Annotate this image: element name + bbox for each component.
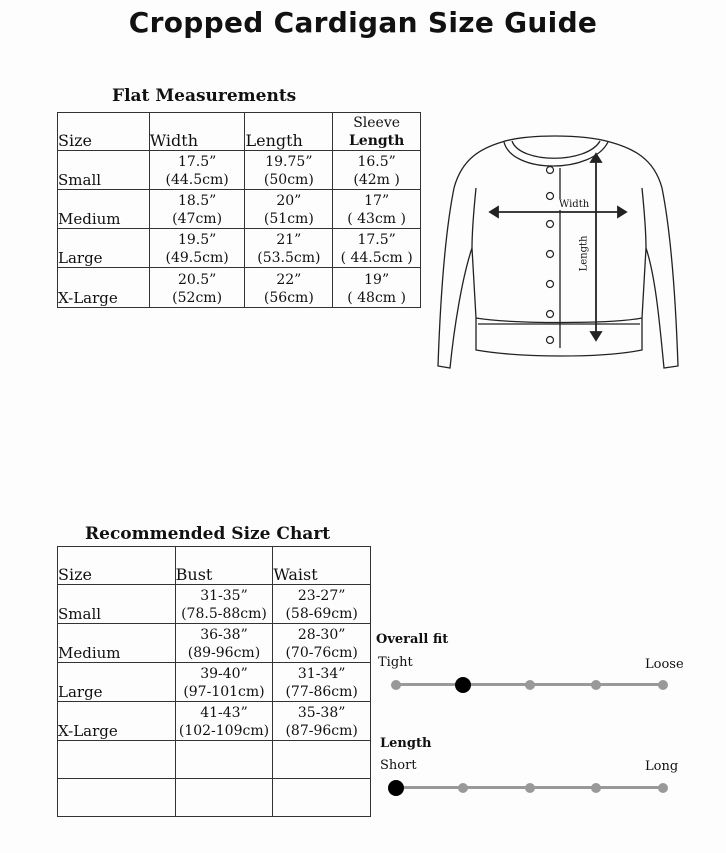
value-inches: 17.5” xyxy=(357,232,396,248)
value-inches: 20” xyxy=(276,193,302,209)
sleeve-cell xyxy=(333,268,421,308)
scale-step-dot xyxy=(458,783,468,793)
button-icons xyxy=(547,167,554,344)
value-cm: (47cm) xyxy=(172,211,223,227)
waist-cell xyxy=(273,624,371,663)
table-header-row xyxy=(58,547,371,585)
bust-cell xyxy=(175,702,273,741)
value-cm: (44.5cm) xyxy=(165,172,229,188)
width-cell xyxy=(149,190,245,229)
scale-step-dot xyxy=(391,680,401,690)
value-inches: 35-38” xyxy=(297,705,346,721)
cardigan-outline-icon xyxy=(438,136,678,368)
sleeve-cell xyxy=(333,229,421,268)
overall-fit-left-label: Tight xyxy=(378,655,413,670)
value-cm: (89-96cm) xyxy=(187,645,261,661)
length-fit-left-label: Short xyxy=(380,758,417,773)
value-cm: (102-109cm) xyxy=(178,723,270,739)
length-cell xyxy=(245,151,333,190)
table-row xyxy=(58,151,421,190)
scale-step-dot xyxy=(525,680,535,690)
value-inches: 41-43” xyxy=(200,705,248,721)
overall-fit-right-label: Loose xyxy=(645,657,684,672)
value-inches: 36-38” xyxy=(200,627,248,643)
table-row xyxy=(58,190,421,229)
header-length: Length xyxy=(245,113,333,151)
bust-cell xyxy=(175,624,273,663)
header-sleeve-length xyxy=(333,113,421,151)
scale-step-dot xyxy=(658,680,668,690)
width-cell xyxy=(149,151,245,190)
value-cm: (87-96cm) xyxy=(285,723,358,739)
width-cell xyxy=(149,268,245,308)
value-inches: 19.5” xyxy=(177,232,217,248)
header-sleeve-length-word: Length xyxy=(348,133,405,149)
table-row xyxy=(58,702,371,741)
value-inches: 31-34” xyxy=(297,666,346,682)
length-label: Length xyxy=(578,235,590,272)
overall-fit-title: Overall fit xyxy=(376,632,449,647)
size-label: Large xyxy=(58,229,150,268)
value-cm: (78.5-88cm) xyxy=(181,606,267,622)
size-label: X-Large xyxy=(58,268,150,308)
scale-step-dot xyxy=(591,680,601,690)
value-cm: ( 44.5cm ) xyxy=(340,250,413,266)
header-size: Size xyxy=(58,113,150,151)
header-bust: Bust xyxy=(175,547,273,585)
size-label: Medium xyxy=(58,624,176,663)
scale-step-dot xyxy=(591,783,601,793)
header-width: Width xyxy=(149,113,245,151)
size-label: X-Large xyxy=(58,702,176,741)
bust-cell xyxy=(175,663,273,702)
length-cell xyxy=(245,229,333,268)
header-size: Size xyxy=(58,547,176,585)
recommended-size-table xyxy=(57,546,371,817)
value-cm: (56cm) xyxy=(263,290,314,306)
value-inches: 17” xyxy=(364,193,390,209)
size-label: Medium xyxy=(58,190,150,229)
value-inches: 19.75” xyxy=(265,154,313,170)
sleeve-cell xyxy=(333,151,421,190)
value-cm: (97-101cm) xyxy=(183,684,265,700)
length-arrow-icon xyxy=(591,154,601,340)
value-inches: 17.5” xyxy=(177,154,217,170)
waist-cell xyxy=(273,663,371,702)
value-inches: 31-35” xyxy=(200,588,248,604)
value-inches: 39-40” xyxy=(200,666,248,682)
page-title: Cropped Cardigan Size Guide xyxy=(128,6,598,39)
empty-row xyxy=(58,741,371,779)
value-cm: (52cm) xyxy=(172,290,223,306)
value-cm: (58-69cm) xyxy=(285,606,358,622)
scale-step-dot xyxy=(525,783,535,793)
length-fit-title: Length xyxy=(380,736,432,751)
size-label: Small xyxy=(58,151,150,190)
scale-selected-marker xyxy=(455,677,471,693)
flat-measurements-title: Flat Measurements xyxy=(112,86,297,106)
length-cell xyxy=(245,190,333,229)
bust-cell xyxy=(175,585,273,624)
value-inches: 20.5” xyxy=(177,272,217,288)
value-cm: (49.5cm) xyxy=(165,250,229,266)
value-inches: 23-27” xyxy=(297,588,346,604)
length-fit-right-label: Long xyxy=(645,759,679,774)
overall-fit-scale xyxy=(396,683,663,686)
header-waist: Waist xyxy=(273,547,371,585)
length-fit-scale xyxy=(396,786,663,789)
table-header-row xyxy=(58,113,421,151)
value-cm: (70-76cm) xyxy=(285,645,358,661)
length-cell xyxy=(245,268,333,308)
value-inches: 18.5” xyxy=(177,193,217,209)
scale-selected-marker xyxy=(388,780,404,796)
value-cm: (53.5cm) xyxy=(257,250,321,266)
table-row xyxy=(58,585,371,624)
value-cm: ( 43cm ) xyxy=(347,211,406,227)
recommended-size-chart-title: Recommended Size Chart xyxy=(85,524,331,544)
waist-cell xyxy=(273,702,371,741)
value-cm: (77-86cm) xyxy=(285,684,358,700)
sleeve-cell xyxy=(333,190,421,229)
cardigan-diagram xyxy=(432,128,684,372)
table-row xyxy=(58,268,421,308)
value-inches: 28-30” xyxy=(297,627,346,643)
header-sleeve: Sleeve xyxy=(353,115,401,131)
value-cm: (50cm) xyxy=(263,172,314,188)
value-inches: 22” xyxy=(276,272,302,288)
value-inches: 21” xyxy=(276,232,302,248)
value-cm: ( 48cm ) xyxy=(347,290,406,306)
empty-row xyxy=(58,779,371,817)
table-row xyxy=(58,663,371,702)
size-label: Large xyxy=(58,663,176,702)
value-cm: (42m ) xyxy=(353,172,400,188)
width-label: Width xyxy=(559,199,590,210)
value-inches: 16.5” xyxy=(357,154,396,170)
table-row xyxy=(58,624,371,663)
scale-step-dot xyxy=(658,783,668,793)
waist-cell xyxy=(273,585,371,624)
flat-measurements-table xyxy=(57,112,421,308)
table-row xyxy=(58,229,421,268)
size-label: Small xyxy=(58,585,176,624)
value-cm: (51cm) xyxy=(263,211,314,227)
width-cell xyxy=(149,229,245,268)
value-inches: 19” xyxy=(364,272,390,288)
